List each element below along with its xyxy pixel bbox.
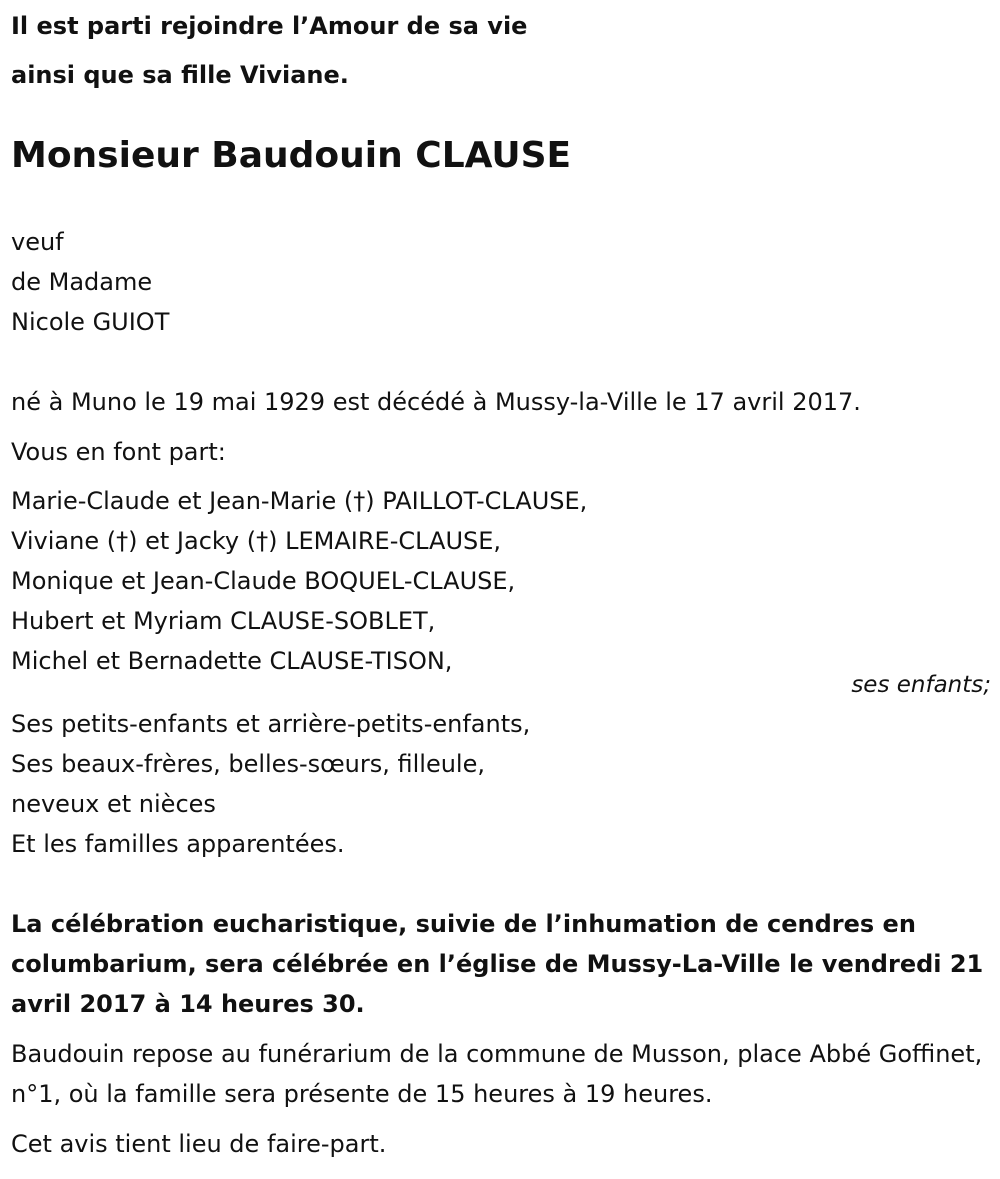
other-relatives-line: neveux et nièces	[11, 790, 216, 818]
child-line: Michel et Bernadette CLAUSE-TISON,	[11, 647, 453, 675]
closing-note: Cet avis tient lieu de faire-part.	[11, 1130, 387, 1158]
child-line: Hubert et Myriam CLAUSE-SOBLET,	[11, 607, 436, 635]
other-relatives-line: Ses petits-enfants et arrière-petits-enfants,	[11, 710, 531, 738]
ceremony-text: La célébration eucharistique, suivie de l’inhumation de cendres en columbarium, sera célébrée en l’église de Mussy-La-Ville le vendredi 21 avril 2017 à 14 heures 30.	[11, 910, 984, 1018]
birth-death-line: né à Muno le 19 mai 1929 est décédé à Mussy-la-Ville le 17 avril 2017.	[11, 388, 861, 416]
widower-line-1: veuf	[11, 228, 64, 256]
intro-line-2: ainsi que sa fille Viviane.	[11, 61, 349, 89]
other-relatives-line: Et les familles apparentées.	[11, 830, 345, 858]
deceased-name: Monsieur Baudouin CLAUSE	[11, 135, 572, 176]
widower-line-3: Nicole GUIOT	[11, 308, 170, 336]
child-line: Monique et Jean-Claude BOQUEL-CLAUSE,	[11, 567, 516, 595]
announcers-heading: Vous en font part:	[11, 438, 226, 466]
child-line: Marie-Claude et Jean-Marie (†) PAILLOT-CLAUSE,	[11, 487, 588, 515]
rest-info: Baudouin repose au funérarium de la commune de Musson, place Abbé Goffinet, n°1, où la famille sera présente de 15 heures à 19 heures.	[11, 1040, 983, 1108]
intro-line-1: Il est parti rejoindre l’Amour de sa vie	[11, 12, 528, 40]
widower-line-2: de Madame	[11, 268, 153, 296]
child-line: Viviane (†) et Jacky (†) LEMAIRE-CLAUSE,	[11, 527, 502, 555]
other-relatives-line: Ses beaux-frères, belles-sœurs, filleule,	[11, 750, 485, 778]
children-role: ses enfants;	[851, 672, 991, 698]
